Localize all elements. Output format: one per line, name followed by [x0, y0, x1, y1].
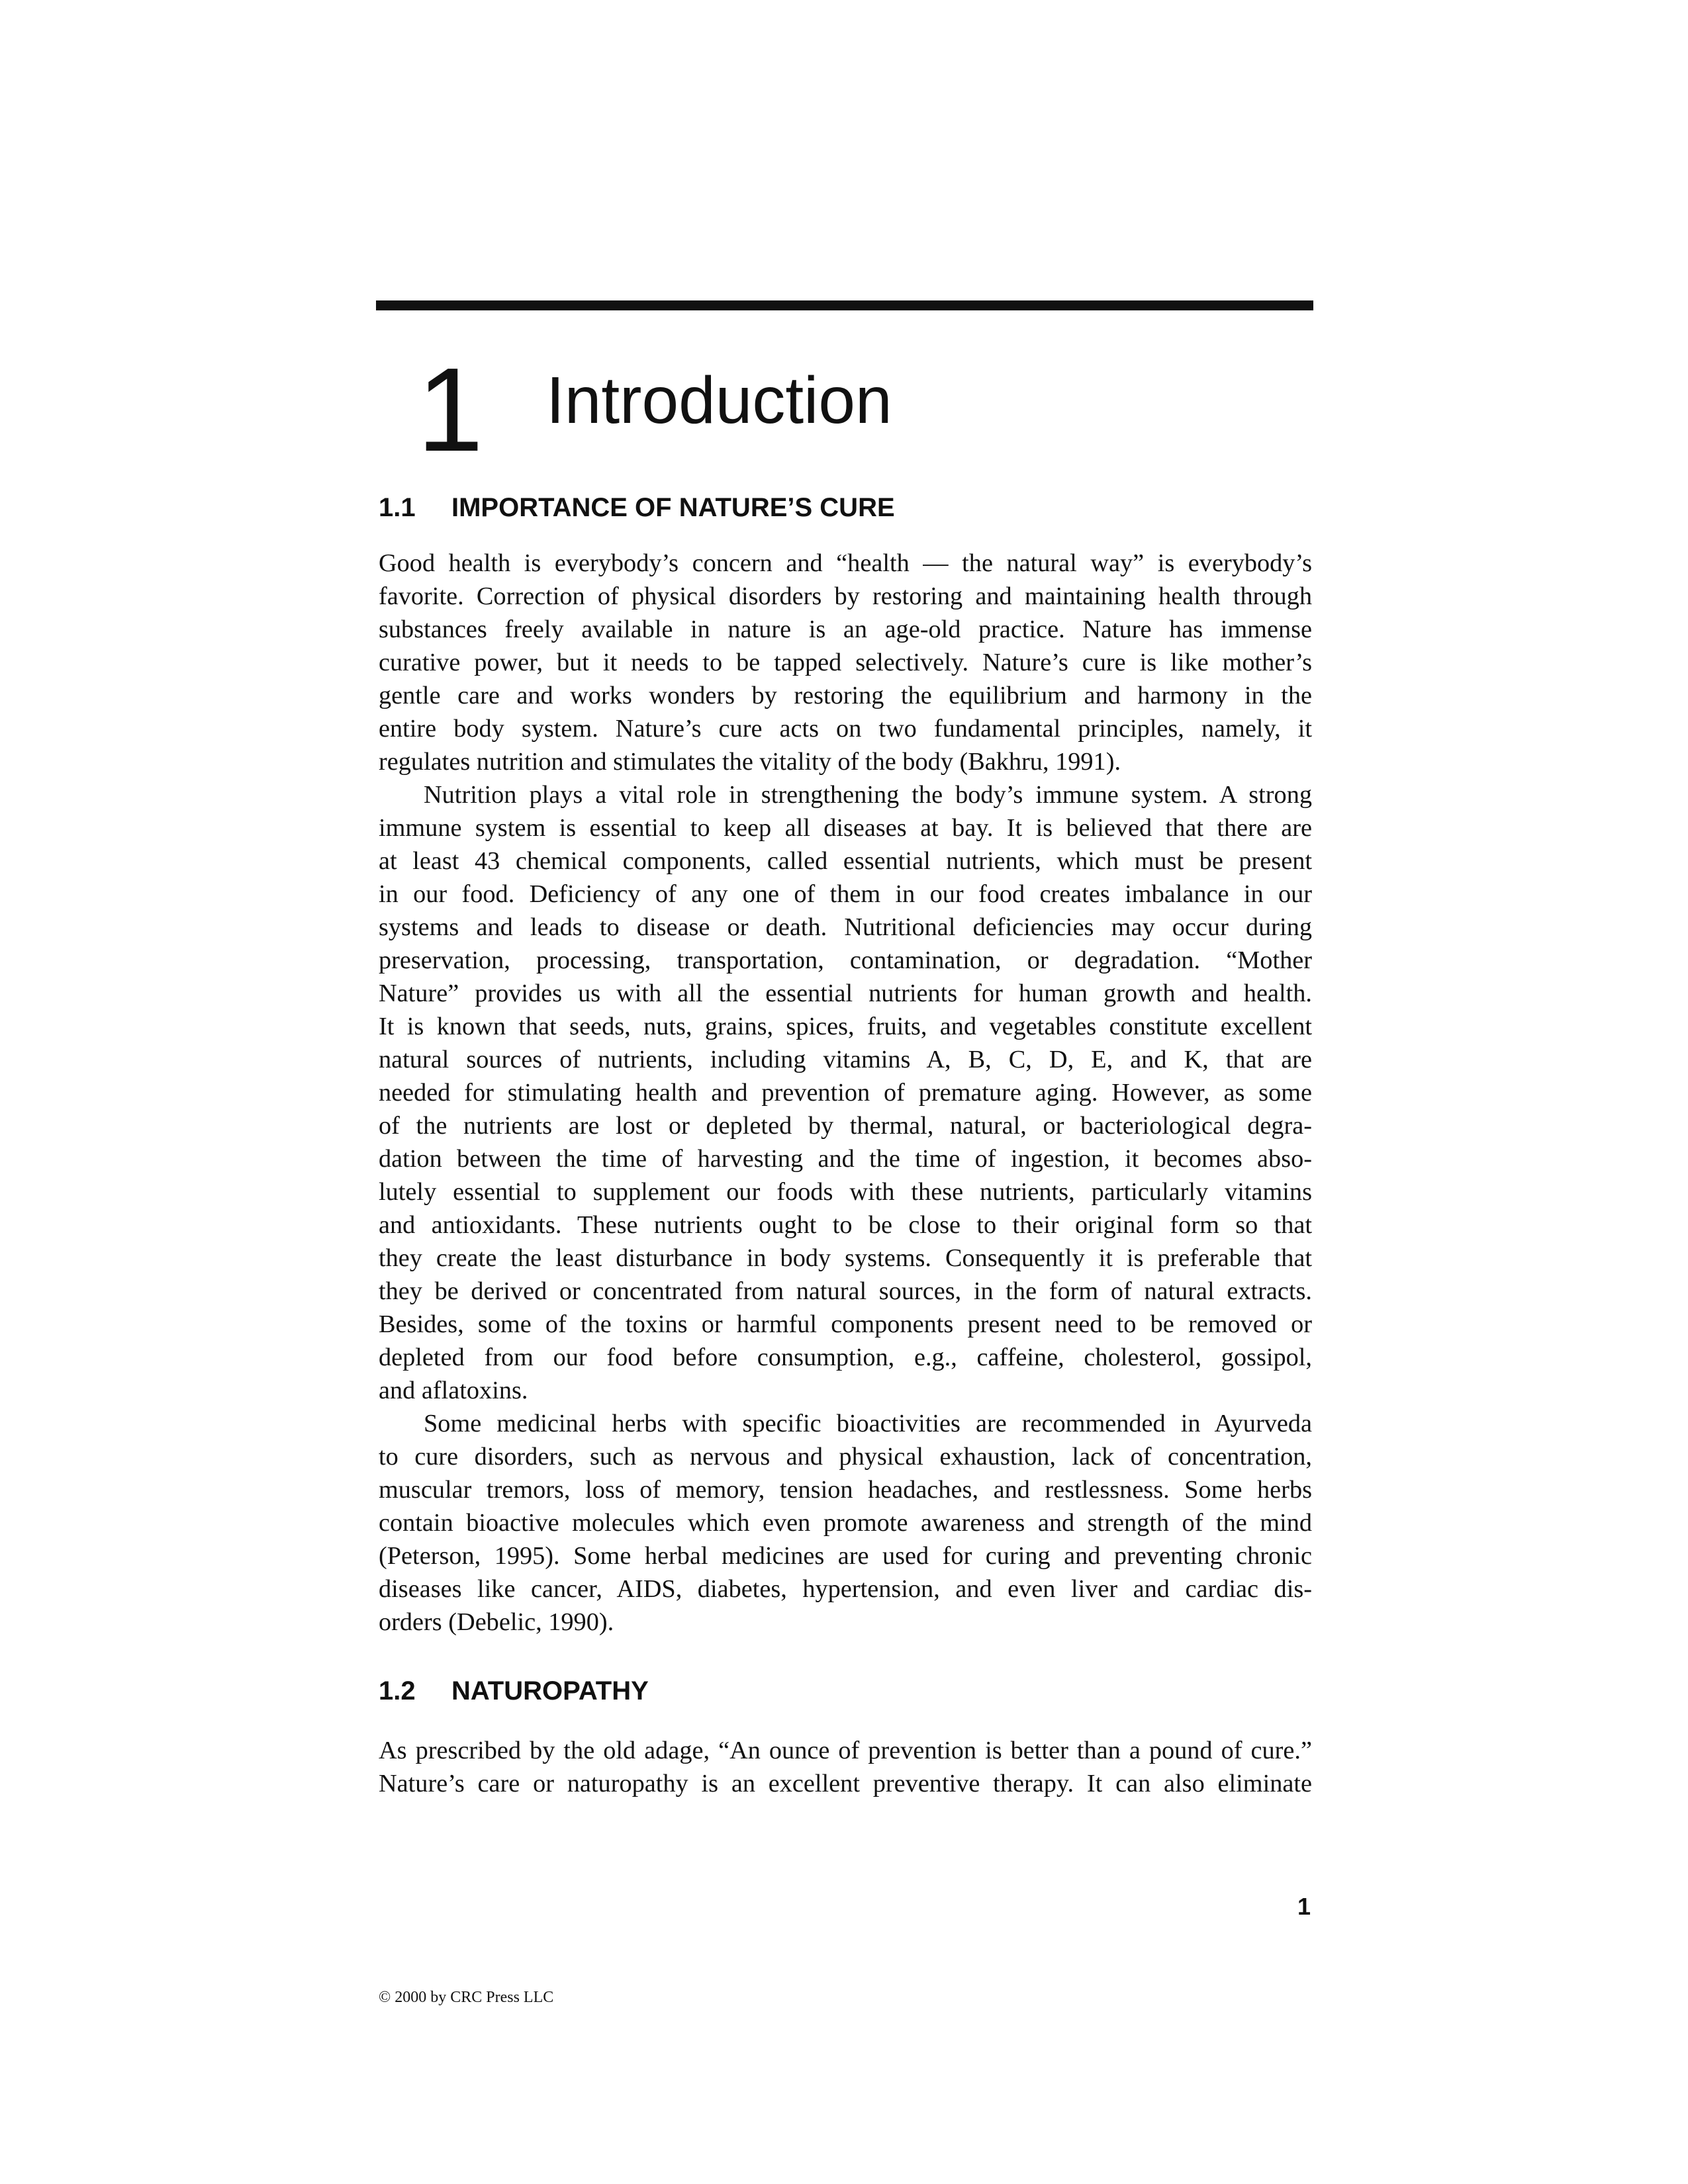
text-line: they be derived or concentrated from natural sources, in the form of natural extracts. [379, 1277, 1312, 1305]
chapter-number: 1 [417, 343, 484, 477]
section-number: 1.2 [379, 1676, 416, 1706]
section-1-2-heading [379, 1674, 649, 1707]
text-line: Besides, some of the toxins or harmful components present need to be removed or [379, 1310, 1312, 1338]
text-line: Some medicinal herbs with specific bioactivities are recommended in Ayurveda [424, 1410, 1312, 1437]
text-line: preservation, processing, transportation, contamination, or degradation. “Mother [379, 946, 1312, 974]
section-title: IMPORTANCE OF NATURE’S CURE [451, 493, 895, 522]
text-line: dation between the time of harvesting and the time of ingestion, it becomes abso- [379, 1145, 1312, 1173]
text-line: they create the least disturbance in body systems. Consequently it is preferable that [379, 1244, 1312, 1272]
text-line: diseases like cancer, AIDS, diabetes, hypertension, and even liver and cardiac dis- [379, 1575, 1312, 1603]
text-line: and aflatoxins. [379, 1377, 528, 1404]
section-title: NATUROPATHY [451, 1676, 649, 1706]
text-line: systems and leads to disease or death. Nutritional deficiencies may occur during [379, 913, 1312, 941]
text-line: substances freely available in nature is an age-old practice. Nature has immense [379, 615, 1312, 643]
text-line: immune system is essential to keep all diseases at bay. It is believed that there are [379, 814, 1312, 842]
text-line: regulates nutrition and stimulates the vitality of the body (Bakhru, 1991). [379, 748, 1121, 776]
chapter-title: Introduction [546, 363, 892, 437]
text-line: As prescribed by the old adage, “An ounce of prevention is better than a pound of cure.” [379, 1737, 1312, 1764]
text-line: (Peterson, 1995). Some herbal medicines are used for curing and preventing chronic [379, 1542, 1312, 1570]
text-line: Nutrition plays a vital role in strengthening the body’s immune system. A strong [424, 781, 1312, 809]
text-line: and antioxidants. These nutrients ought to be close to their original form so that [379, 1211, 1312, 1239]
text-line: Nature” provides us with all the essential nutrients for human growth and health. [379, 979, 1312, 1007]
text-line: at least 43 chemical components, called essential nutrients, which must be present [379, 847, 1312, 875]
text-line: entire body system. Nature’s cure acts on two fundamental principles, namely, it [379, 715, 1312, 743]
text-line: needed for stimulating health and prevention of premature aging. However, as some [379, 1079, 1312, 1107]
text-line: lutely essential to supplement our foods with these nutrients, particularly vitamins [379, 1178, 1312, 1206]
text-line: favorite. Correction of physical disorders by restoring and maintaining health through [379, 582, 1312, 610]
section-1-2-body [379, 1734, 1312, 1800]
section-1-1-heading [379, 491, 895, 524]
text-line: natural sources of nutrients, including vitamins A, B, C, D, E, and K, that are [379, 1046, 1312, 1073]
text-line: of the nutrients are lost or depleted by thermal, natural, or bacteriological degra- [379, 1112, 1312, 1140]
text-line: orders (Debelic, 1990). [379, 1608, 614, 1636]
text-line: It is known that seeds, nuts, grains, spices, fruits, and vegetables constitute excellent [379, 1013, 1312, 1040]
text-line: in our food. Deficiency of any one of them in our food creates imbalance in our [379, 880, 1312, 908]
text-line: Nature’s care or naturopathy is an excellent preventive therapy. It can also eliminate [379, 1770, 1312, 1797]
page-number: 1 [1297, 1893, 1311, 1920]
text-line: to cure disorders, such as nervous and physical exhaustion, lack of concentration, [379, 1443, 1312, 1471]
section-1-1-body [379, 547, 1312, 1639]
text-line: contain bioactive molecules which even promote awareness and strength of the mind [379, 1509, 1312, 1537]
text-line: depleted from our food before consumption, e.g., caffeine, cholesterol, gossipol, [379, 1343, 1312, 1371]
copyright-notice: © 2000 by CRC Press LLC [379, 1989, 554, 2006]
text-line: Good health is everybody’s concern and “health — the natural way” is everybody’s [379, 549, 1312, 577]
text-line: curative power, but it needs to be tapped selectively. Nature’s cure is like mother’s [379, 649, 1312, 676]
text-line: muscular tremors, loss of memory, tension headaches, and restlessness. Some herbs [379, 1476, 1312, 1504]
text-line: gentle care and works wonders by restoring the equilibrium and harmony in the [379, 682, 1312, 709]
section-number: 1.1 [379, 493, 416, 522]
chapter-top-rule [376, 300, 1313, 310]
